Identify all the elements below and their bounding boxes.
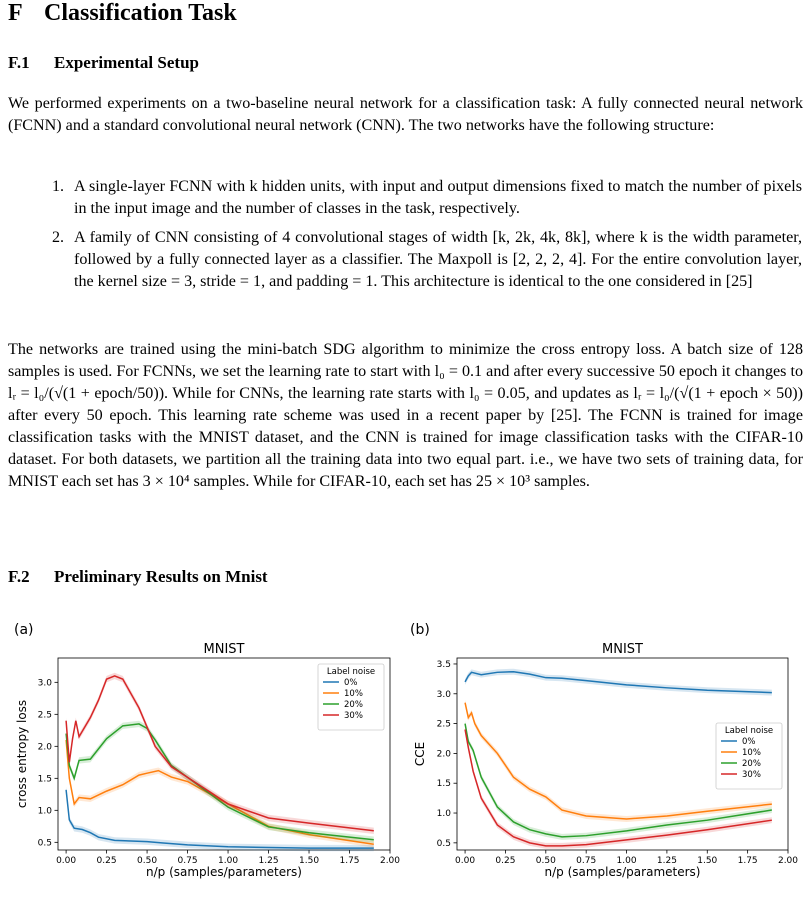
legend-label: 10% <box>344 689 363 699</box>
y-tick-label: 1.5 <box>37 774 52 785</box>
legend-label: 20% <box>742 759 761 769</box>
x-tick-label: 0.00 <box>455 856 476 866</box>
subsection-number: F.2 <box>8 567 30 586</box>
subsection-title: Preliminary Results on Mnist <box>54 567 268 586</box>
legend-label: 10% <box>742 748 761 758</box>
list-number: 2. <box>52 229 65 246</box>
x-tick-label: 0.75 <box>177 856 198 866</box>
x-tick-label: 0.25 <box>96 856 117 866</box>
y-tick-label: 0.5 <box>436 838 451 849</box>
section-title: Classification Task <box>44 0 237 26</box>
training-paragraph: The networks are trained using the mini-batch SDG algorithm to minimize the cross entropy loss. A batch size of 128 samples is used. For FCNNs, we set the learning rate to start with l₀ = 0.1 and after every successive 50 epoch it changes to lᵣ = l₀/(√(1 + epoch/50)). While for CNNs, the learning rate starts with l₀ = 0.05, and updates as lᵣ = l₀/(√(1 + epoch × 50)) after every 50 epoch. This learning rate scheme was used in a recent paper by [25]. The FCNN is trained for image classification tasks with the MNIST dataset, and the CNN is trained for image classification tasks with the CIFAR-10 dataset. For both datasets, we partition all the training data into two equal part. i.e., we have two sets of training data, for MNIST each set has 3 × 10⁴ samples. While for CIFAR-10, each set has 25 × 10³ samples. <box>8 341 803 490</box>
y-tick-label: 2.5 <box>436 719 451 730</box>
subsection-number: F.1 <box>8 53 30 72</box>
x-tick-label: 0.00 <box>56 856 77 866</box>
y-tick-label: 2.5 <box>37 710 52 721</box>
x-axis-label: n/p (samples/parameters) <box>544 865 701 879</box>
series-band-10pct <box>66 737 374 848</box>
y-tick-label: 1.5 <box>436 779 451 790</box>
x-tick-label: 1.00 <box>616 856 637 866</box>
y-tick-label: 1.0 <box>37 806 52 817</box>
list-text: A single-layer FCNN with k hidden units, with input and output dimensions fixed to match the number of pixels in the input image and the number of classes in the task, respectively. <box>74 178 802 217</box>
x-tick-label: 0.50 <box>137 856 158 866</box>
legend-title: Label noise <box>724 726 774 736</box>
legend-label: 30% <box>742 770 761 780</box>
y-axis-label: CCE <box>413 741 427 767</box>
x-tick-label: 1.50 <box>697 856 718 866</box>
x-tick-label: 1.50 <box>299 856 320 866</box>
legend-title: Label noise <box>326 667 376 677</box>
intro-paragraph: We performed experiments on a two-baseline neural network for a classification task: A fully connected neural network (FCNN) and a standard convolutional neural network (CNN). The two networks have the following structure: <box>8 95 803 134</box>
y-tick-label: 1.0 <box>436 809 451 820</box>
list-item <box>52 176 802 220</box>
list-number: 1. <box>52 178 65 195</box>
x-tick-label: 1.75 <box>339 856 360 866</box>
panel-label-b: (b) <box>410 622 430 638</box>
x-tick-label: 1.75 <box>737 856 758 866</box>
subsection-heading-setup <box>8 53 199 73</box>
chart-title: MNIST <box>602 642 643 657</box>
x-tick-label: 1.25 <box>656 856 677 866</box>
y-axis-label: cross entropy loss <box>15 699 29 809</box>
section-number: F <box>8 0 23 26</box>
figure-a <box>0 636 400 899</box>
y-tick-label: 3.5 <box>436 659 451 670</box>
y-tick-label: 3.0 <box>436 689 451 700</box>
x-tick-label: 0.25 <box>495 856 516 866</box>
x-tick-label: 1.25 <box>258 856 279 866</box>
legend-label: 0% <box>344 678 358 688</box>
x-tick-label: 2.00 <box>379 856 400 866</box>
x-tick-label: 1.00 <box>218 856 239 866</box>
y-tick-label: 2.0 <box>37 742 52 753</box>
x-axis-label: n/p (samples/parameters) <box>146 865 302 879</box>
y-tick-label: 3.0 <box>37 678 52 689</box>
list-text: A family of CNN consisting of 4 convolutional stages of width [k, 2k, 4k, 8k], where k is the width parameter, followed by a fully connected layer as a classifier. The Maxpoll is [2, 2, 2, 4]. For the entire convolution layer, the kernel size = 3, stride = 1, and padding = 1. This architecture is identical to the one considered in [25] <box>74 229 802 290</box>
architecture-list <box>52 176 802 300</box>
subsection-heading-results <box>8 567 268 587</box>
section-heading <box>8 0 237 27</box>
y-tick-label: 2.0 <box>436 749 451 760</box>
x-tick-label: 0.75 <box>576 856 597 866</box>
legend-label: 30% <box>344 711 363 721</box>
legend-label: 20% <box>344 700 363 710</box>
y-tick-label: 0.5 <box>37 838 52 849</box>
chart-b-svg <box>402 636 808 894</box>
legend-label: 0% <box>742 737 756 747</box>
figure-b <box>402 636 808 899</box>
x-tick-label: 0.50 <box>535 856 556 866</box>
chart-a-svg <box>0 636 400 894</box>
subsection-title: Experimental Setup <box>54 53 199 72</box>
panel-label-a: (a) <box>14 622 34 638</box>
x-tick-label: 2.00 <box>777 856 799 866</box>
chart-title: MNIST <box>203 642 245 657</box>
list-item <box>52 227 802 293</box>
